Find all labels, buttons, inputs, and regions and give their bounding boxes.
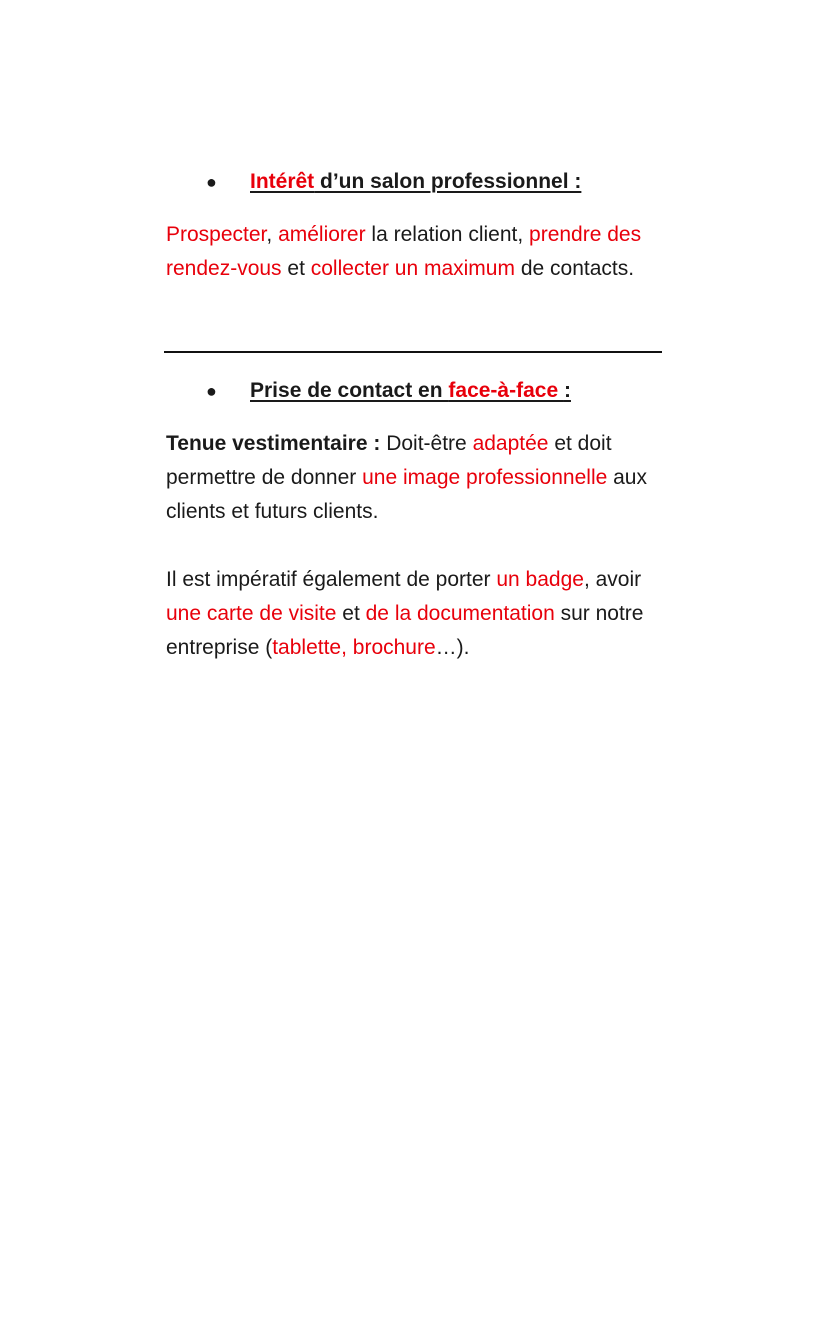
text-black: la relation client, <box>365 223 530 246</box>
text-red: Prospecter <box>166 223 267 246</box>
heading-black-text: Prise de contact en <box>250 379 449 402</box>
section-heading-interet <box>206 168 581 196</box>
text-red: de la documentation <box>365 602 555 625</box>
text-red: améliorer <box>278 223 366 246</box>
text-black: et <box>281 257 311 280</box>
text-red: tablette, brochure <box>272 636 436 659</box>
text-red: un badge <box>496 568 584 591</box>
text-red: une image professionnelle <box>362 466 608 489</box>
text-black: Il est impératif également de porter <box>166 568 497 591</box>
heading-black-text: d’un salon professionnel : <box>314 170 582 193</box>
heading-red-text: face-à-face <box>448 379 564 402</box>
section-heading-contact <box>206 377 571 405</box>
text-black: sur notre entreprise ( <box>166 602 644 659</box>
bullet-icon: ● <box>206 381 217 401</box>
text-black: …). <box>435 636 470 659</box>
heading-red-text: Intérêt <box>250 170 315 193</box>
paragraph-tenue <box>166 427 671 529</box>
text-red: prendre des rendez-vous <box>166 223 642 280</box>
text-black: et doit permettre de donner <box>166 432 612 489</box>
text-black: et <box>336 602 366 625</box>
paragraph-interet <box>166 218 671 286</box>
paragraph-badge <box>166 563 671 665</box>
bullet-icon: ● <box>206 172 217 192</box>
heading-text <box>250 170 581 193</box>
text-red: adaptée <box>472 432 549 455</box>
label-tenue-vestimentaire: Tenue vestimentaire : <box>166 432 381 455</box>
text-red: collecter un maximum <box>310 257 515 280</box>
text-black: aux clients et futurs clients. <box>166 466 647 523</box>
text-black: , <box>266 223 279 246</box>
section-divider <box>164 351 662 353</box>
heading-black-text: : <box>563 379 571 402</box>
text-red: une carte de visite <box>166 602 337 625</box>
text-black: , avoir <box>583 568 642 591</box>
text-black: Doit-être <box>380 432 473 455</box>
text-black: de contacts. <box>514 257 635 280</box>
heading-text <box>250 379 571 402</box>
